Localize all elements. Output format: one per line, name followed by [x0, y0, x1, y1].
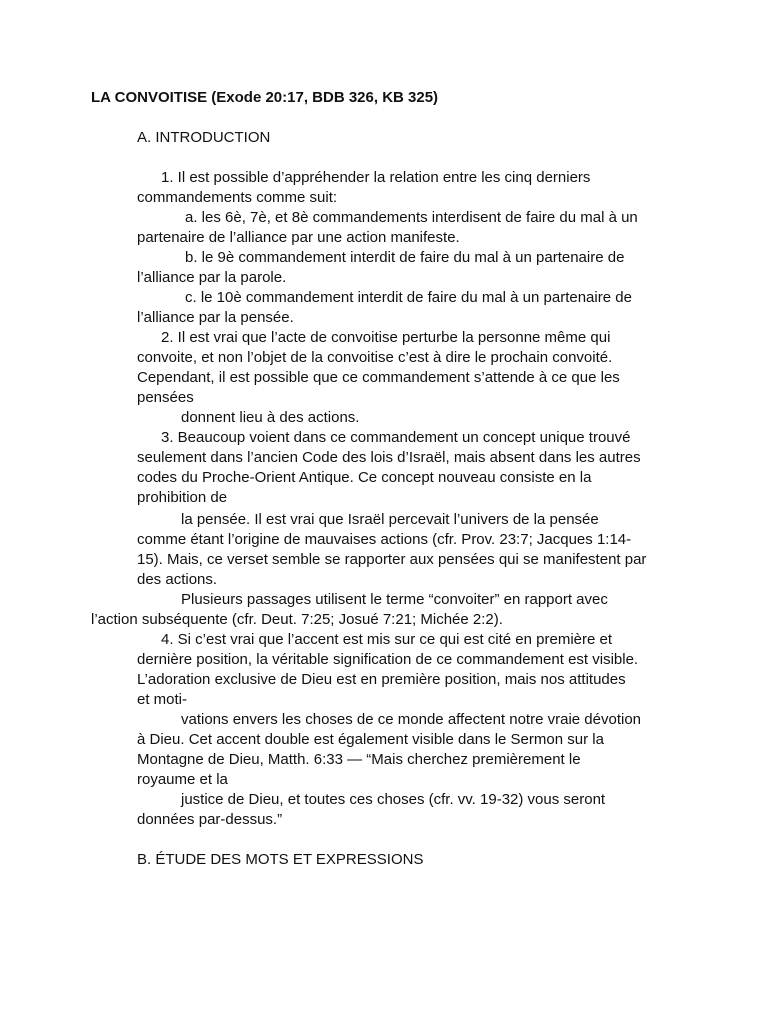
paragraph-line: prohibition de — [137, 489, 228, 506]
paragraph-line: et moti- — [137, 691, 188, 708]
paragraph-line: Montagne de Dieu, Matth. 6:33 — “Mais cherchez premièrement le — [137, 751, 581, 768]
paragraph-line: dernière position, la véritable signification de ce commandement est visible. — [137, 651, 639, 668]
paragraph-line: l’alliance par la parole. — [137, 269, 287, 286]
paragraph-line: a. les 6è, 7è, et 8è commandements interdisent de faire du mal à un — [185, 209, 638, 226]
paragraph-line: des actions. — [137, 571, 218, 588]
paragraph-line: vations envers les choses de ce monde affectent notre vraie dévotion — [181, 711, 641, 728]
paragraph-line: justice de Dieu, et toutes ces choses (cfr. vv. 19-32) vous seront — [181, 791, 606, 808]
paragraph-line: 1. Il est possible d’appréhender la relation entre les cinq derniers — [161, 169, 591, 186]
paragraph-line: codes du Proche-Orient Antique. Ce concept nouveau consiste en la — [137, 469, 592, 486]
paragraph-line: c. le 10è commandement interdit de faire du mal à un partenaire de — [185, 289, 632, 306]
paragraph-line: 3. Beaucoup voient dans ce commandement un concept unique trouvé — [161, 429, 631, 446]
paragraph-line: b. le 9è commandement interdit de faire du mal à un partenaire de — [185, 249, 625, 266]
section-heading-word-study: B. ÉTUDE DES MOTS ET EXPRESSIONS — [137, 851, 424, 868]
paragraph-line: 15). Mais, ce verset semble se rapporter aux pensées qui se manifestent par — [137, 551, 647, 568]
paragraph-line: comme étant l’origine de mauvaises actions (cfr. Prov. 23:7; Jacques 1:14- — [137, 531, 632, 548]
paragraph-line: partenaire de l’alliance par une action manifeste. — [137, 229, 460, 246]
paragraph-line: l’alliance par la pensée. — [137, 309, 294, 326]
paragraph-line: la pensée. Il est vrai que Israël percevait l’univers de la pensée — [181, 511, 599, 528]
paragraph-line: à Dieu. Cet accent double est également visible dans le Sermon sur la — [137, 731, 604, 748]
paragraph-line: Plusieurs passages utilisent le terme “convoiter” en rapport avec — [181, 591, 608, 608]
paragraph-line: donnent lieu à des actions. — [181, 409, 360, 426]
paragraph-line: l’action subséquente (cfr. Deut. 7:25; Josué 7:21; Michée 2:2). — [91, 611, 503, 628]
paragraph-line: convoite, et non l’objet de la convoitise c’est à dire le prochain convoité. — [137, 349, 613, 366]
paragraph-line: Cependant, il est possible que ce commandement s’attende à ce que les — [137, 369, 620, 386]
paragraph-line: données par-dessus.” — [137, 811, 283, 828]
paragraph-line: pensées — [137, 389, 194, 406]
document-title: LA CONVOITISE (Exode 20:17, BDB 326, KB 325) — [91, 89, 439, 106]
paragraph-line: commandements comme suit: — [137, 189, 338, 206]
paragraph-line: royaume et la — [137, 771, 228, 788]
paragraph-line: seulement dans l’ancien Code des lois d’Israël, mais absent dans les autres — [137, 449, 641, 466]
paragraph-line: 4. Si c’est vrai que l’accent est mis sur ce qui est cité en première et — [161, 631, 613, 648]
paragraph-line: L’adoration exclusive de Dieu est en première position, mais nos attitudes — [137, 671, 626, 688]
section-heading-introduction: A. INTRODUCTION — [137, 129, 271, 146]
paragraph-line: 2. Il est vrai que l’acte de convoitise perturbe la personne même qui — [161, 329, 611, 346]
